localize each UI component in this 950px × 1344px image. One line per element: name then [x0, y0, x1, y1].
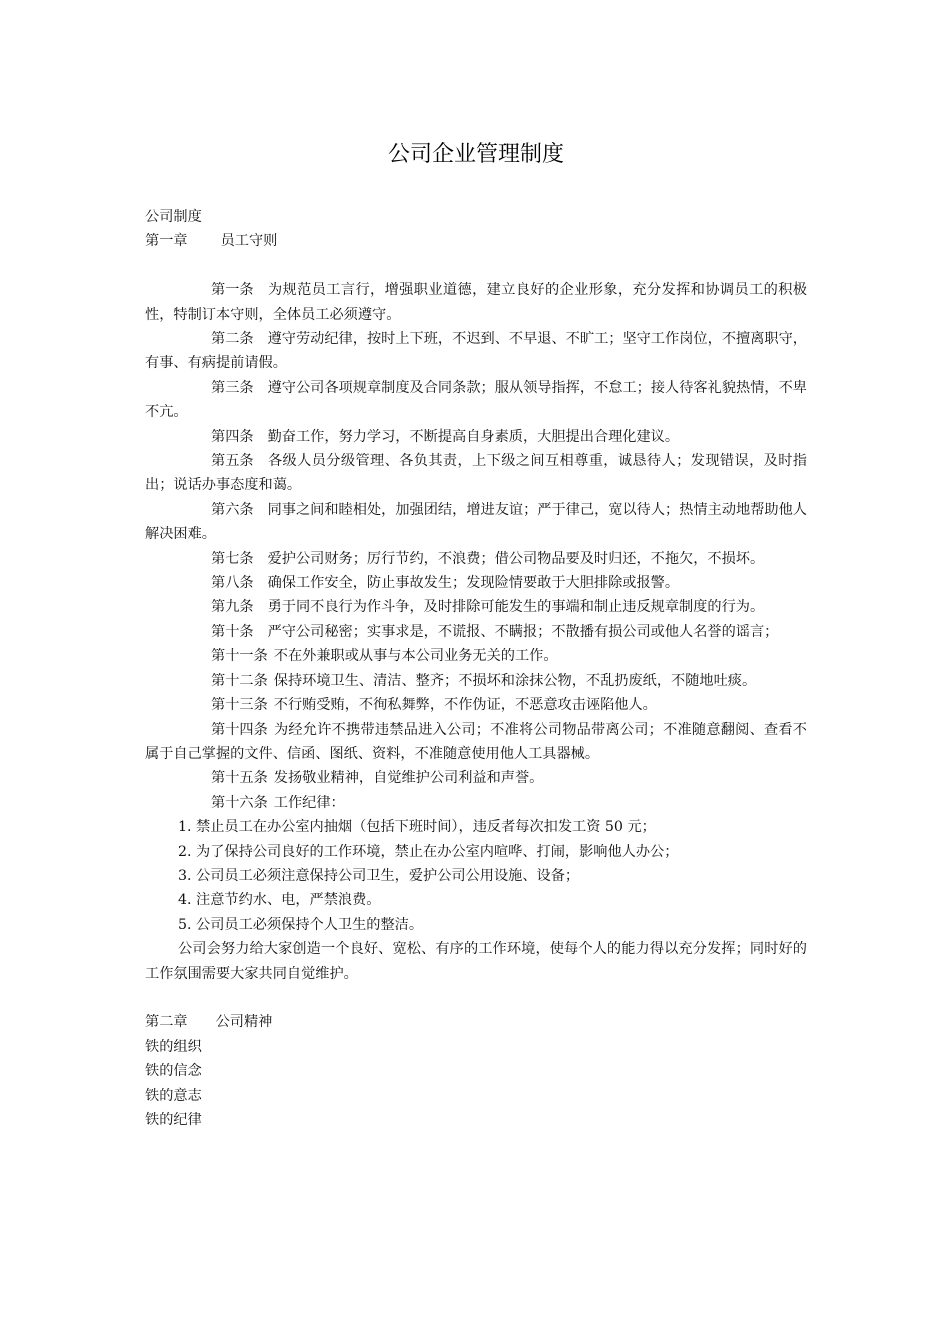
- rule-item: 2. 为了保持公司良好的工作环境，禁止在办公室内喧哗、打闹，影响他人办公；: [178, 843, 679, 860]
- article-text: 工作纪律：: [273, 794, 345, 811]
- article: [145, 766, 807, 790]
- blank-line: [145, 254, 807, 278]
- article-text: 为经允许不携带违禁品进入公司；不准将公司物品带离公司；不准随意翻阅、查看不属于自己掌握的文件、信函、图纸、资料，不准随意使用他人工具器械。: [145, 721, 807, 762]
- spirit-item: 铁的纪律: [145, 1112, 202, 1128]
- article-label: 第五条: [211, 453, 254, 470]
- spirit-item: 铁的意志: [145, 1087, 202, 1104]
- article-text: 不行贿受贿，不徇私舞弊，不作伪证，不恶意攻击诬陷他人。: [273, 697, 657, 714]
- article: [145, 571, 807, 595]
- chapter-label: 第二章: [145, 1014, 188, 1031]
- article-label: 第九条: [211, 599, 254, 616]
- spirit-list: [145, 1035, 807, 1133]
- article-list: [145, 278, 807, 815]
- article-label: 第十三条: [211, 697, 268, 714]
- article-label: 第三条: [211, 379, 254, 396]
- article: [145, 327, 807, 376]
- article-label: 第十二条: [211, 672, 268, 689]
- article-text: 严守公司秘密；实事求是，不谎报、不瞒报；不散播有损公司或他人名誉的谣言；: [267, 623, 779, 640]
- article-label: 第十五条: [211, 770, 268, 787]
- article: [145, 669, 807, 693]
- article-label: 第十一条: [211, 648, 268, 665]
- article-text: 确保工作安全，防止事故发生；发现险情要敢于大胆排除或报警。: [267, 575, 680, 592]
- article-label: 第十四条: [211, 721, 268, 738]
- article-text: 不在外兼职或从事与本公司业务无关的工作。: [273, 648, 558, 665]
- article: [145, 376, 807, 425]
- section-heading: 公司制度: [145, 209, 202, 225]
- article-text: 保持环境卫生、清洁、整齐；不损坏和涂抹公物，不乱扔废纸，不随地吐痰。: [273, 672, 757, 689]
- chapter-name: 公司精神: [215, 1014, 273, 1031]
- chapter-heading-2: [145, 1010, 807, 1034]
- article-label: 第八条: [211, 575, 254, 592]
- chapter-heading-1: [145, 229, 807, 253]
- article-label: 第七条: [211, 550, 254, 567]
- article: [145, 547, 807, 571]
- spirit-item: 铁的信念: [145, 1063, 202, 1080]
- rule-item: 1. 禁止员工在办公室内抽烟（包括下班时间），违反者每次扣发工资 50 元；: [178, 819, 656, 836]
- document-title: 公司企业管理制度: [387, 142, 564, 167]
- article-label: 第十条: [211, 623, 254, 640]
- article-text: 同事之间和睦相处，加强团结，增进友谊；严于律己，宽以待人；热情主动地帮助他人解决困难。: [145, 501, 807, 543]
- article: [145, 693, 807, 717]
- article: [145, 620, 807, 644]
- article-text: 为规范员工言行，增强职业道德，建立良好的企业形象，充分发挥和协调员工的积极性，特制订本守则，全体员工必须遵守。: [145, 282, 807, 323]
- article-text: 勇于同不良行为作斗争，及时排除可能发生的事端和制止违反规章制度的行为。: [267, 599, 765, 616]
- article-text: 勤奋工作，努力学习，不断提高自身素质，大胆提出合理化建议。: [267, 428, 680, 445]
- article: [145, 498, 807, 547]
- article-text: 遵守公司各项规章制度及合同条款；服从领导指挥，不怠工；接人待客礼貌热情，不卑不亢。: [145, 379, 807, 421]
- blank-line: [145, 986, 807, 1010]
- article: [145, 718, 807, 767]
- rule-item: 4. 注意节约水、电，严禁浪费。: [178, 892, 381, 909]
- article-text: 遵守劳动纪律，按时上下班，不迟到、不早退、不旷工；坚守工作岗位，不擅离职守，有事、有病提前请假。: [145, 331, 807, 372]
- article: [145, 278, 807, 327]
- work-rules-list: [145, 815, 807, 937]
- chapter-label: 第一章: [145, 233, 188, 250]
- article: [145, 595, 807, 619]
- closing-paragraph: 公司会努力给大家创造一个良好、宽松、有序的工作环境，使每个人的能力得以充分发挥；同时好的工作氛围需要大家共同自觉维护。: [145, 941, 807, 982]
- article-label: 第四条: [211, 428, 254, 445]
- article-text: 发扬敬业精神，自觉维护公司利益和声誉。: [273, 770, 544, 787]
- article: [145, 449, 807, 498]
- article-label: 第二条: [211, 331, 254, 348]
- spirit-item: 铁的组织: [145, 1038, 202, 1055]
- article: [145, 644, 807, 668]
- article: [145, 425, 807, 449]
- article: [145, 791, 807, 815]
- rule-item: 3. 公司员工必须注意保持公司卫生，爱护公司公用设施、设备；: [178, 867, 580, 884]
- article-label: 第十六条: [211, 794, 268, 811]
- article-text: 爱护公司财务；厉行节约，不浪费；借公司物品要及时归还，不拖欠，不损坏。: [267, 550, 765, 567]
- article-text: 各级人员分级管理、各负其责，上下级之间互相尊重，诚恳待人；发现错误，及时指出；说话办事态度和蔼。: [145, 453, 807, 494]
- rule-item: 5. 公司员工必须保持个人卫生的整洁。: [178, 916, 424, 933]
- article-label: 第一条: [211, 282, 254, 299]
- chapter-name: 员工守则: [220, 233, 278, 250]
- document-body: [145, 205, 807, 1132]
- article-label: 第六条: [211, 501, 254, 518]
